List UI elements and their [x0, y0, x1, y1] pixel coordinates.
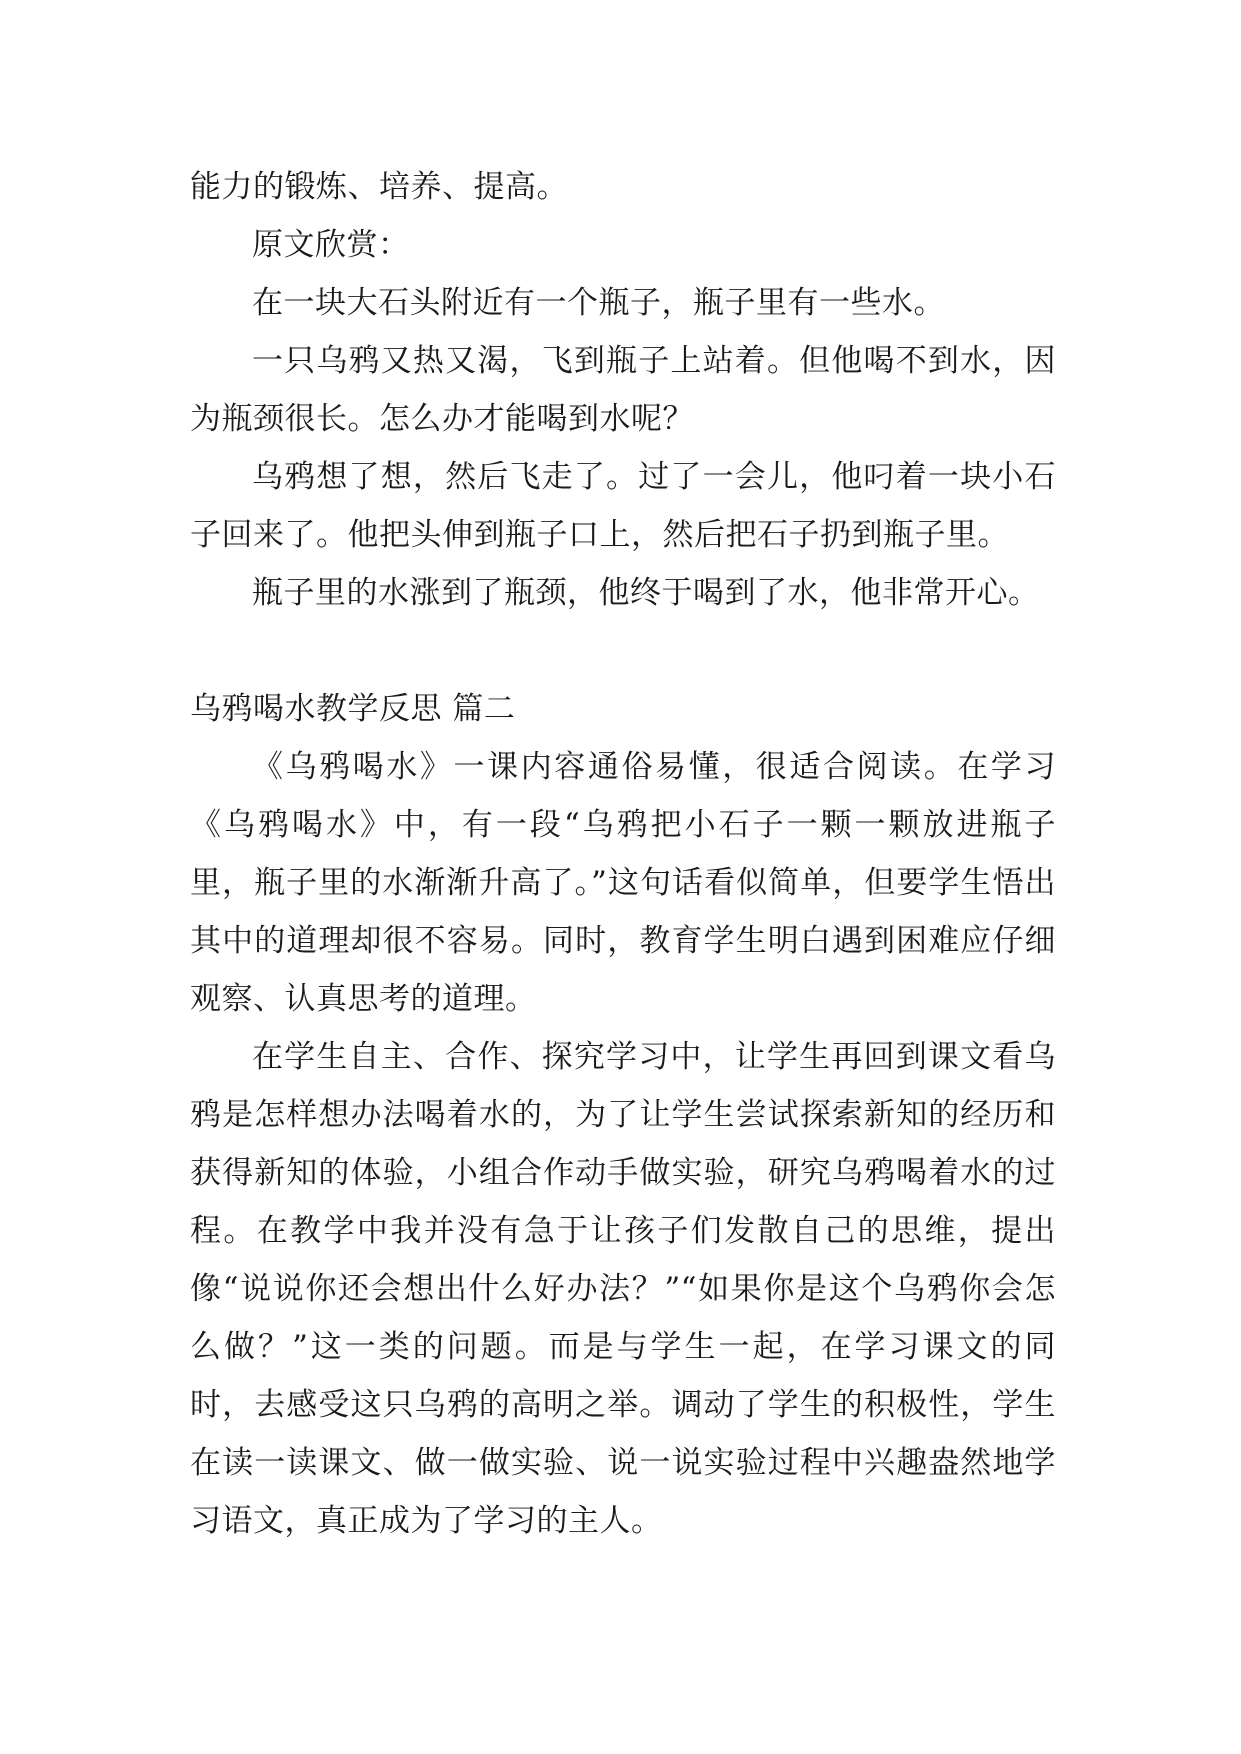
document-body — [190, 158, 1056, 1550]
story-paragraph-3: 乌鸦想了想，然后飞走了。过了一会儿，他叼着一块小石子回来了。他把头伸到瓶子口上，然后把石子扔到瓶子里。 — [190, 459, 1056, 553]
section-heading: 乌鸦喝水教学反思 篇二 — [190, 691, 516, 727]
reflection-paragraph-1: 《乌鸦喝水》一课内容通俗易懂，很适合阅读。在学习《乌鸦喝水》中，有一段“乌鸦把小石子一颗一颗放进瓶子里，瓶子里的水渐渐升高了。”这句话看似简单，但要学生悟出其中的道理却很不容易。同时，教育学生明白遇到困难应仔细观察、认真思考的道理。 — [190, 749, 1056, 1017]
story-paragraph-4: 瓶子里的水涨到了瓶颈，他终于喝到了水，他非常开心。 — [252, 575, 1040, 611]
story-paragraph-1: 在一块大石头附近有一个瓶子，瓶子里有一些水。 — [252, 285, 945, 321]
section-gap — [190, 622, 1056, 680]
original-text-label: 原文欣赏： — [252, 227, 410, 263]
reflection-paragraph-2: 在学生自主、合作、探究学习中，让学生再回到课文看乌鸦是怎样想办法喝着水的，为了让学生尝试探索新知的经历和获得新知的体验，小组合作动手做实验，研究乌鸦喝着水的过程。在教学中我并没有急于让孩子们发散自己的思维，提出像“说说你还会想出什么好办法？”“如果你是这个乌鸦你会怎么做？”这一类的问题。而是与学生一起，在学习课文的同时，去感受这只乌鸦的高明之举。调动了学生的积极性，学生在读一读课文、做一做实验、说一说实验过程中兴趣盎然地学习语文，真正成为了学习的主人。 — [190, 1039, 1056, 1539]
story-paragraph-2: 一只乌鸦又热又渴，飞到瓶子上站着。但他喝不到水，因为瓶颈很长。怎么办才能喝到水呢？ — [190, 343, 1056, 437]
continuation-line: 能力的锻炼、培养、提高。 — [190, 169, 568, 205]
